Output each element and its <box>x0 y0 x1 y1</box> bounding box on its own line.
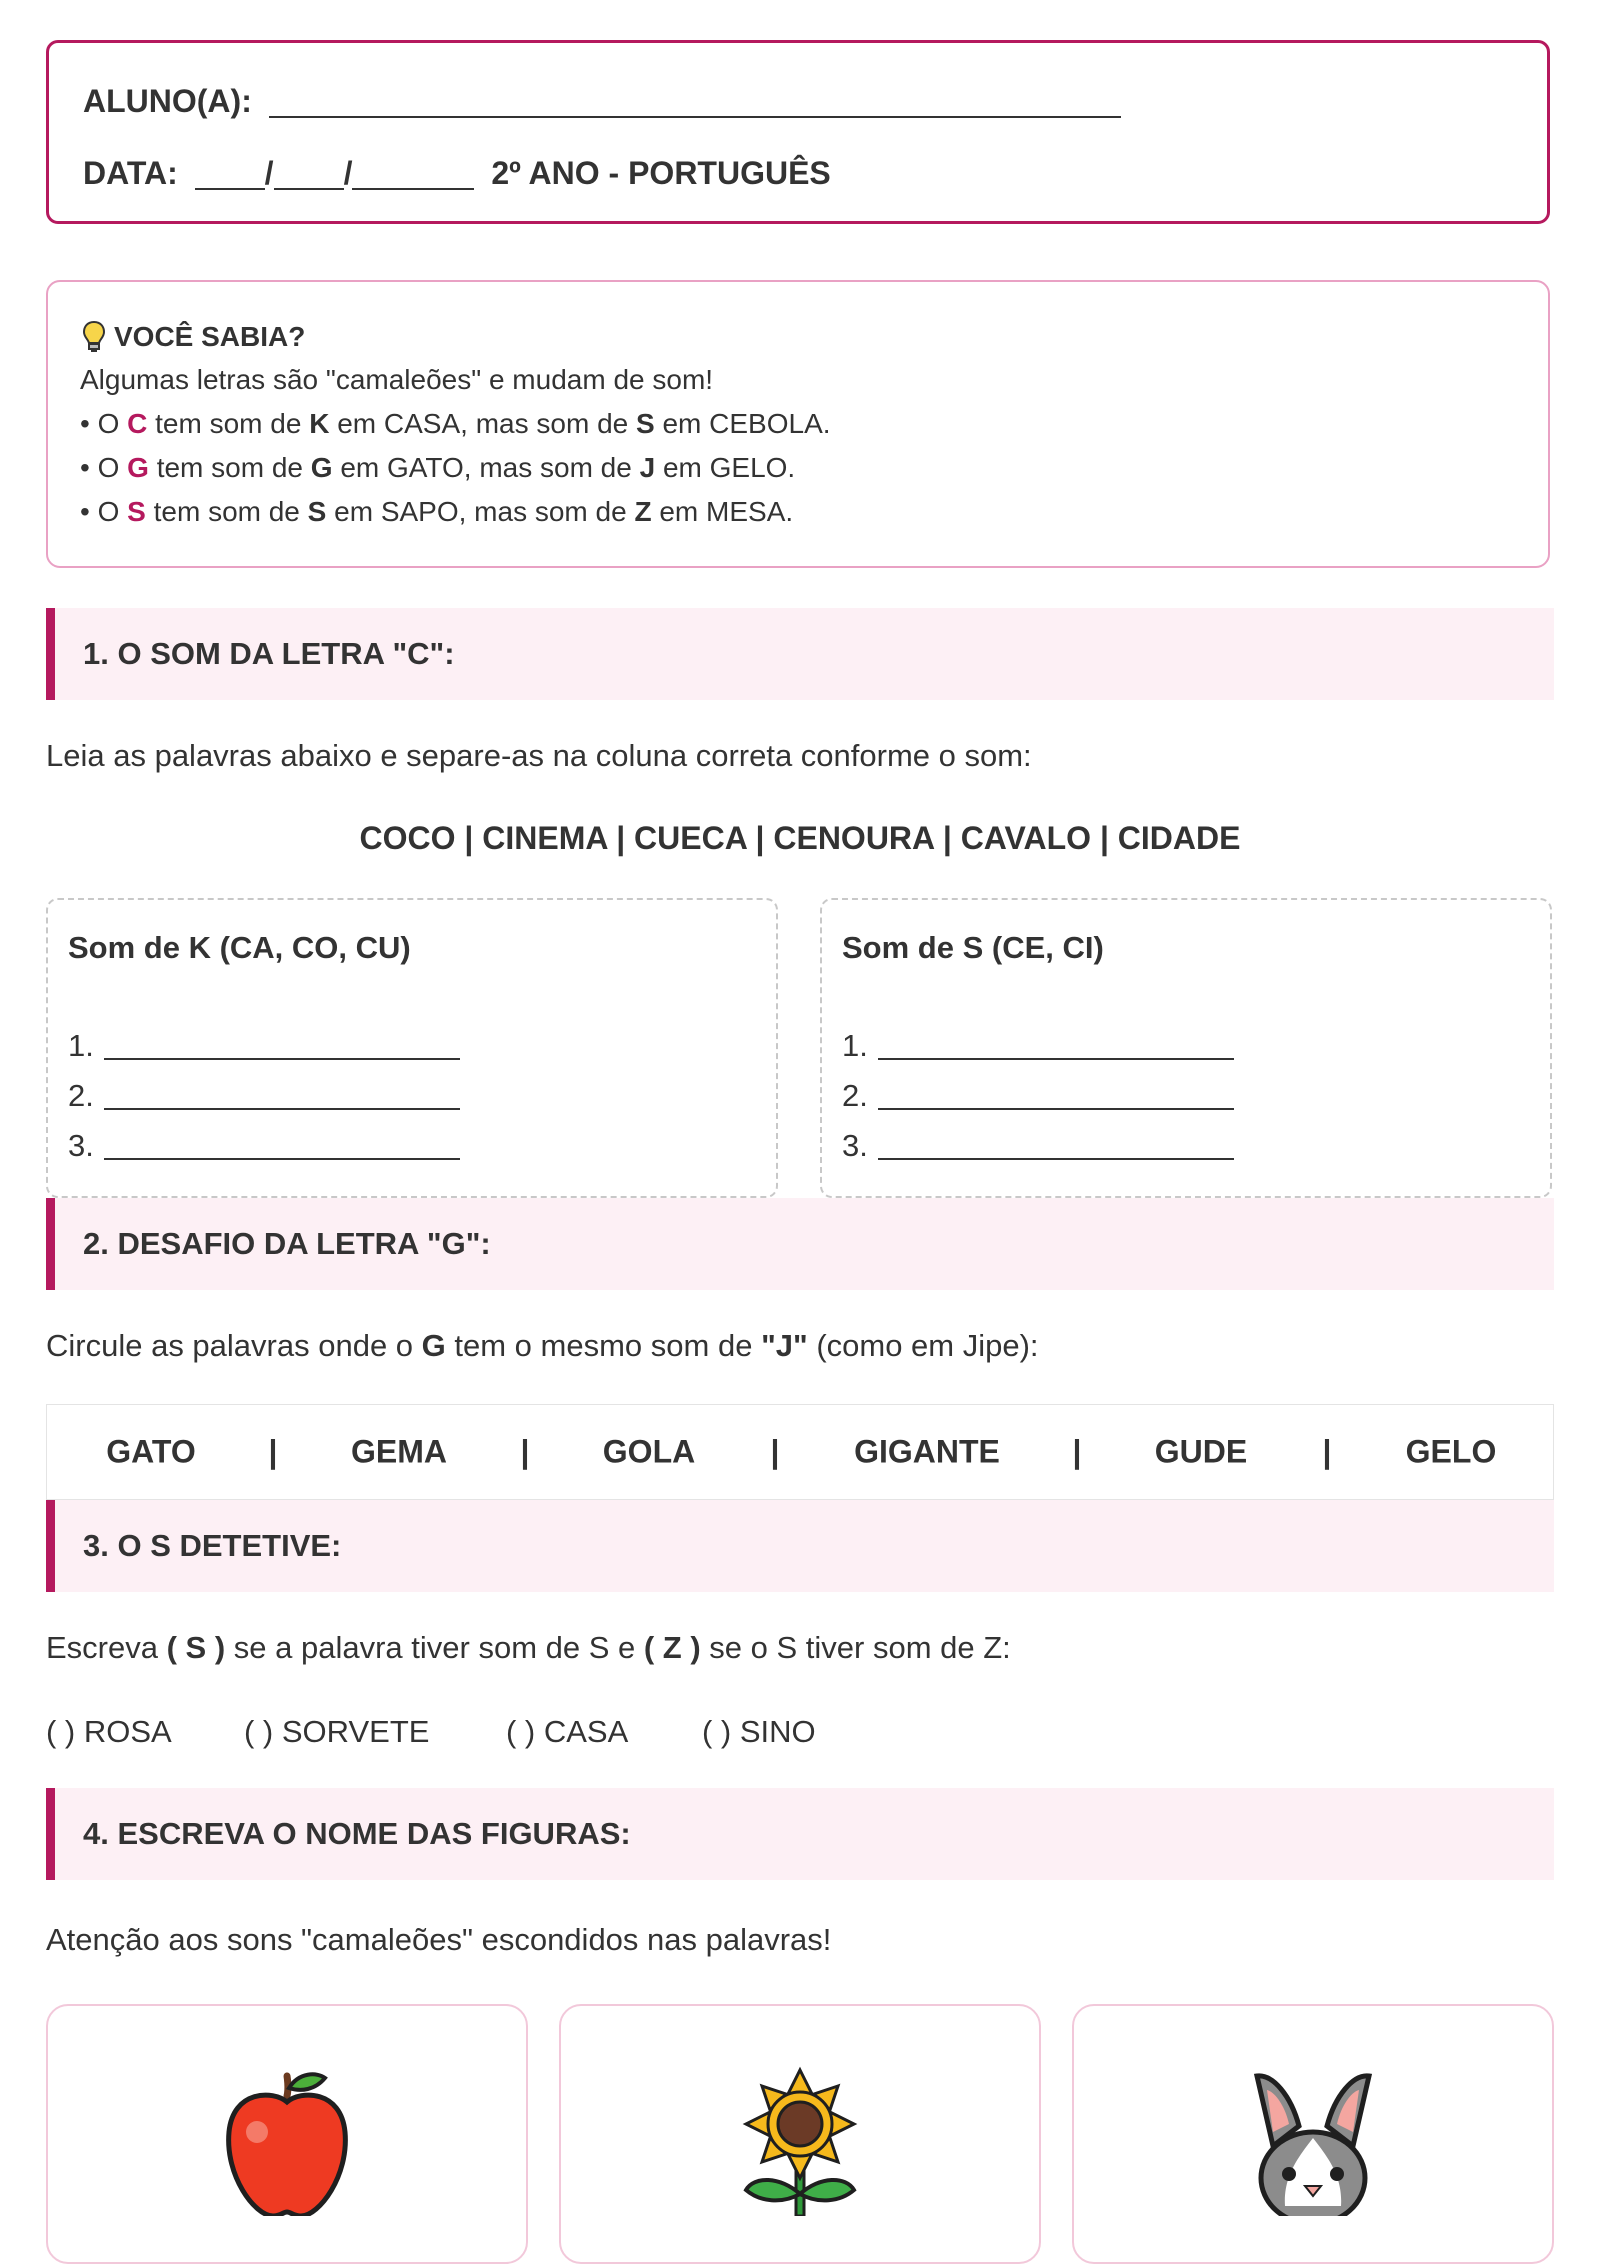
apple-icon <box>217 2066 357 2216</box>
date-separator: / <box>264 155 274 191</box>
word-separator: | <box>1072 1433 1082 1470</box>
section-3-instruction: Escreva ( S ) se a palavra tiver som de S e ( Z ) se o S tiver som de Z: <box>46 1630 1011 1665</box>
section-1-word-list: COCO | CINEMA | CUECA | CENOURA | CAVALO | CIDADE <box>359 820 1241 856</box>
student-name-line <box>83 83 1121 120</box>
word-gigante[interactable]: GIGANTE <box>854 1433 1000 1470</box>
tip-rule-s: • O S tem som de S em SAPO, mas som de Z em MESA. <box>80 496 794 527</box>
word-separator: | <box>770 1433 780 1470</box>
lightbulb-icon <box>82 320 106 354</box>
date-separator: / <box>343 155 353 191</box>
column-s-title: Som de S (CE, CI) <box>842 930 1104 965</box>
word-separator: | <box>1322 1433 1332 1470</box>
section-2-title: 2. DESAFIO DA LETRA "G": <box>83 1226 491 1261</box>
student-label: ALUNO(A): <box>83 83 252 119</box>
section-4-title: 4. ESCREVA O NOME DAS FIGURAS: <box>83 1816 631 1851</box>
date-month-field[interactable] <box>274 158 344 190</box>
option-sorvete[interactable]: ( ) SORVETE <box>244 1714 430 1749</box>
date-day-field[interactable] <box>195 158 265 190</box>
figure-card <box>559 2004 1041 2264</box>
figure-card <box>46 2004 528 2264</box>
sunflower-icon <box>730 2066 870 2216</box>
section-2-header <box>46 1198 1554 1290</box>
answer-line[interactable]: 2. <box>842 1078 1234 1114</box>
date-label: DATA: <box>83 155 178 191</box>
word-gola[interactable]: GOLA <box>602 1433 696 1470</box>
option-sino[interactable]: ( ) SINO <box>702 1714 816 1749</box>
section-1-title: 1. O SOM DA LETRA "C": <box>83 636 455 671</box>
tip-title-text: VOCÊ SABIA? <box>114 321 306 352</box>
answer-line[interactable]: 3. <box>842 1128 1234 1164</box>
section-4-instruction: Atenção aos sons "camaleões" escondidos nas palavras! <box>46 1922 832 1957</box>
student-name-field[interactable] <box>269 86 1121 118</box>
answer-line[interactable]: 3. <box>68 1128 460 1164</box>
answer-line[interactable]: 2. <box>68 1078 460 1114</box>
section-4-header <box>46 1788 1554 1880</box>
word-gelo[interactable]: GELO <box>1405 1433 1497 1470</box>
student-info-box <box>46 40 1550 224</box>
g-word-row <box>46 1404 1554 1500</box>
figure-card <box>1072 2004 1554 2264</box>
tip-rule-c: • O C tem som de K em CASA, mas som de S em CEBOLA. <box>80 408 831 439</box>
section-2-instruction: Circule as palavras onde o G tem o mesmo som de "J" (como em Jipe): <box>46 1328 1039 1363</box>
did-you-know-box <box>46 280 1550 568</box>
word-gema[interactable]: GEMA <box>351 1433 447 1470</box>
rabbit-icon <box>1243 2066 1383 2216</box>
column-k-sound <box>46 898 778 1198</box>
section-1-instruction: Leia as palavras abaixo e separe-as na coluna correta conforme o som: <box>46 738 1032 773</box>
section-3-title: 3. O S DETETIVE: <box>83 1528 342 1563</box>
section-1-header <box>46 608 1554 700</box>
word-gato[interactable]: GATO <box>106 1433 196 1470</box>
section-3-header <box>46 1500 1554 1592</box>
tip-intro: Algumas letras são "camaleões" e mudam de som! <box>80 364 714 395</box>
column-k-title: Som de K (CA, CO, CU) <box>68 930 411 965</box>
word-separator: | <box>268 1433 278 1470</box>
option-rosa[interactable]: ( ) ROSA <box>46 1714 172 1749</box>
column-s-sound <box>820 898 1552 1198</box>
answer-line[interactable]: 1. <box>842 1028 1234 1064</box>
word-gude[interactable]: GUDE <box>1154 1433 1248 1470</box>
word-separator: | <box>520 1433 530 1470</box>
tip-title <box>82 320 305 354</box>
tip-rule-g: • O G tem som de G em GATO, mas som de J em GELO. <box>80 452 796 483</box>
answer-line[interactable]: 1. <box>68 1028 460 1064</box>
date-line <box>83 155 831 192</box>
grade-subject: 2º ANO - PORTUGUÊS <box>491 155 831 191</box>
option-casa[interactable]: ( ) CASA <box>506 1714 629 1749</box>
date-year-field[interactable] <box>352 158 474 190</box>
